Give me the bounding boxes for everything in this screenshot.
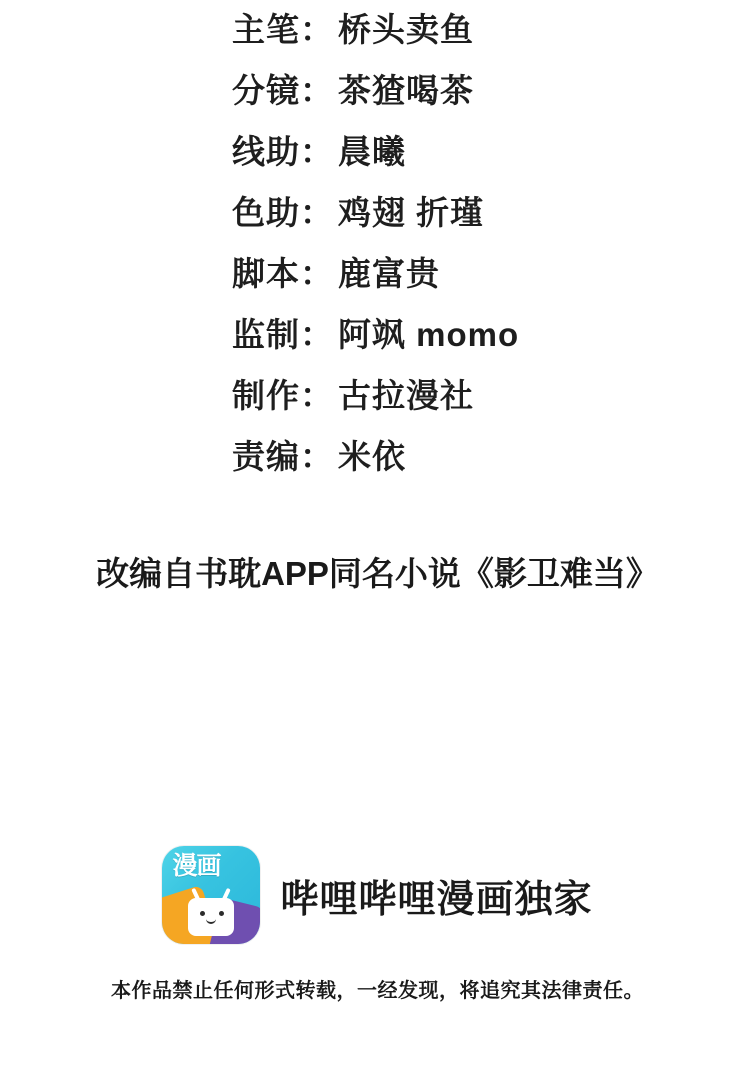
credits-list (0, 4, 755, 492)
copyright-disclaimer: 本作品禁止任何形式转载，一经发现，将追究其法律责任。 (111, 980, 644, 1002)
credit-separator: ： (300, 377, 334, 414)
credit-row (0, 187, 755, 248)
adaptation-note: 改编自书耽APP同名小说《影卫难当》 (96, 555, 659, 592)
logo-label: 漫画 (172, 852, 221, 880)
credit-separator: ： (300, 194, 334, 231)
credit-role: 制作 (232, 377, 300, 414)
bilibili-manga-logo-icon (162, 846, 260, 944)
credit-name: 晨曦 (338, 133, 406, 170)
credit-name: 米依 (338, 438, 406, 475)
credit-name: 茶猹喝茶 (338, 72, 474, 109)
credit-separator: ： (300, 316, 334, 353)
credit-name: 桥头卖鱼 (338, 11, 474, 48)
credit-row (0, 309, 755, 370)
credit-name: 鸡翅 折瑾 (338, 194, 485, 231)
credit-row (0, 431, 755, 492)
credit-role: 线助 (232, 133, 300, 170)
credit-role: 脚本 (232, 255, 300, 292)
credit-role: 主笔 (232, 11, 300, 48)
credit-name: 鹿富贵 (338, 255, 440, 292)
credit-role: 色助 (232, 194, 300, 231)
credit-name: 古拉漫社 (338, 377, 474, 414)
credit-separator: ： (300, 438, 334, 475)
credit-row (0, 248, 755, 309)
credit-separator: ： (300, 133, 334, 170)
credit-row (0, 65, 755, 126)
credit-row (0, 126, 755, 187)
credit-role: 责编 (232, 438, 300, 475)
brand-name: 哔哩哔哩漫画独家 (280, 878, 593, 921)
brand-block (0, 846, 755, 944)
credit-separator: ： (300, 11, 334, 48)
credit-row (0, 4, 755, 65)
credit-name: 阿飒 momo (338, 316, 520, 353)
credit-row (0, 370, 755, 431)
credit-separator: ： (300, 255, 334, 292)
credit-separator: ： (300, 72, 334, 109)
credit-role: 监制 (232, 316, 300, 353)
credit-role: 分镜 (232, 72, 300, 109)
